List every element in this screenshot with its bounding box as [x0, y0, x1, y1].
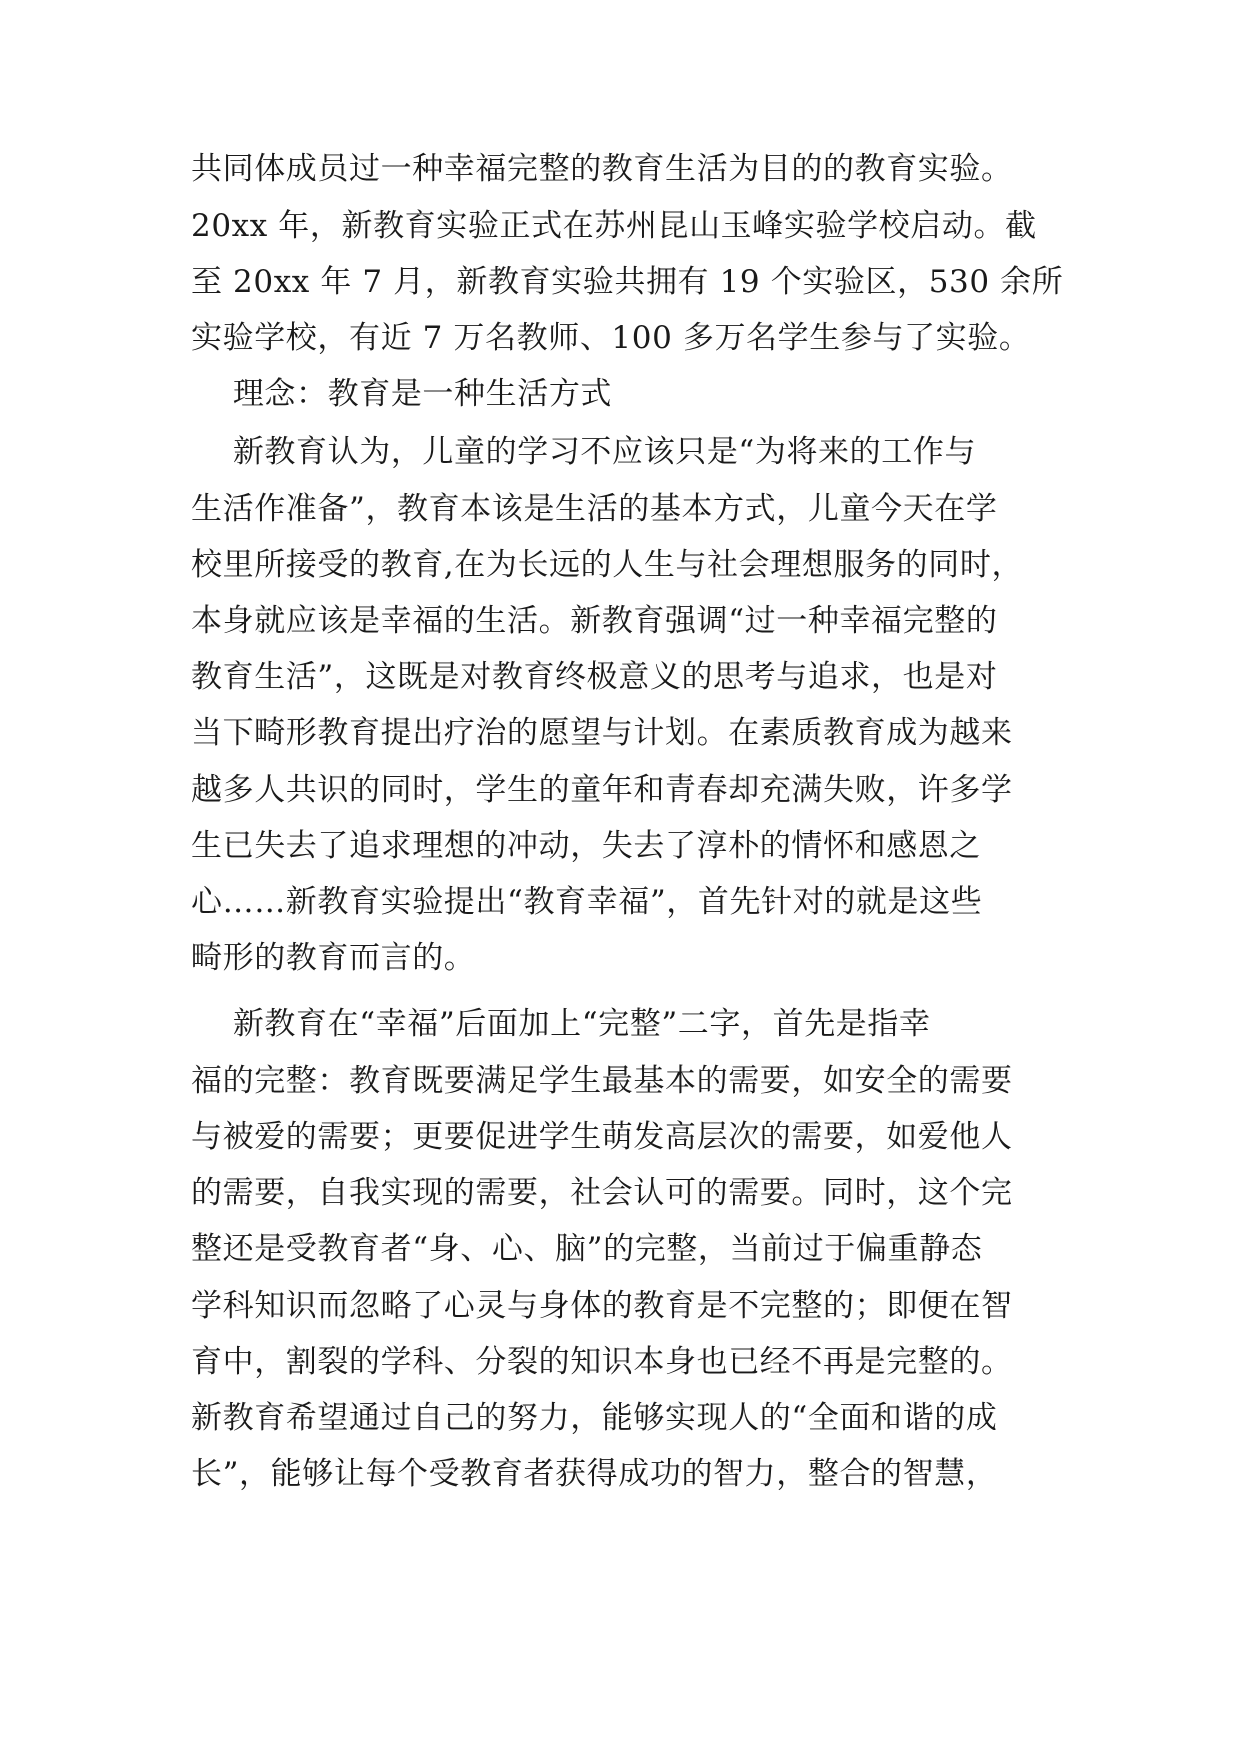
- text-line: 福的完整：教育既要满足学生最基本的需要，如安全的需要: [191, 1063, 1013, 1099]
- text-line: 育中，割裂的学科、分裂的知识本身也已经不再是完整的。: [191, 1344, 1013, 1380]
- text-line: 共同体成员过一种幸福完整的教育生活为目的的教育实验。: [191, 151, 1013, 187]
- text-line: 长”，能够让每个受教育者获得成功的智力，整合的智慧，: [191, 1456, 998, 1492]
- text-line: 与被爱的需要；更要促进学生萌发高层次的需要，如爱他人: [191, 1119, 1013, 1155]
- text-line: 越多人共识的同时，学生的童年和青春却充满失败，许多学: [191, 772, 1013, 808]
- text-line: 实验学校，有近 7 万名教师、100 多万名学生参与了实验。: [191, 320, 1031, 356]
- text-line: 至 20xx 年 7 月，新教育实验共拥有 19 个实验区，530 余所: [191, 264, 1064, 300]
- section-heading: 理念：教育是一种生活方式: [191, 376, 613, 412]
- text-line: 新教育希望通过自己的努力，能够实现人的“全面和谐的成: [191, 1400, 998, 1436]
- text-line: 生已失去了追求理想的冲动，失去了淳朴的情怀和感恩之: [191, 828, 981, 864]
- text-line: 学科知识而忽略了心灵与身体的教育是不完整的；即便在智: [191, 1288, 1013, 1324]
- text-line: 20xx 年，新教育实验正式在苏州昆山玉峰实验学校启动。截: [191, 208, 1037, 244]
- text-line: 校里所接受的教育,在为长远的人生与社会理想服务的同时，: [191, 547, 1024, 583]
- text-line: 教育生活”，这既是对教育终极意义的思考与追求，也是对: [191, 659, 998, 695]
- text-line: 新教育认为，儿童的学习不应该只是“为将来的工作与: [191, 434, 977, 470]
- text-line: 畸形的教育而言的。: [191, 940, 476, 976]
- text-line: 本身就应该是幸福的生活。新教育强调“过一种幸福完整的: [191, 603, 998, 639]
- text-line: 的需要，自我实现的需要，社会认可的需要。同时，这个完: [191, 1175, 1013, 1211]
- text-line: 生活作准备”，教育本该是生活的基本方式，儿童今天在学: [191, 491, 998, 527]
- text-line: 整还是受教育者“身、心、脑”的完整，当前过于偏重静态: [191, 1231, 983, 1267]
- text-line: 心……新教育实验提出“教育幸福”，首先针对的就是这些: [191, 884, 983, 920]
- text-line: 当下畸形教育提出疗治的愿望与计划。在素质教育成为越来: [191, 715, 1013, 751]
- text-line: 新教育在“幸福”后面加上“完整”二字，首先是指幸: [191, 1006, 931, 1042]
